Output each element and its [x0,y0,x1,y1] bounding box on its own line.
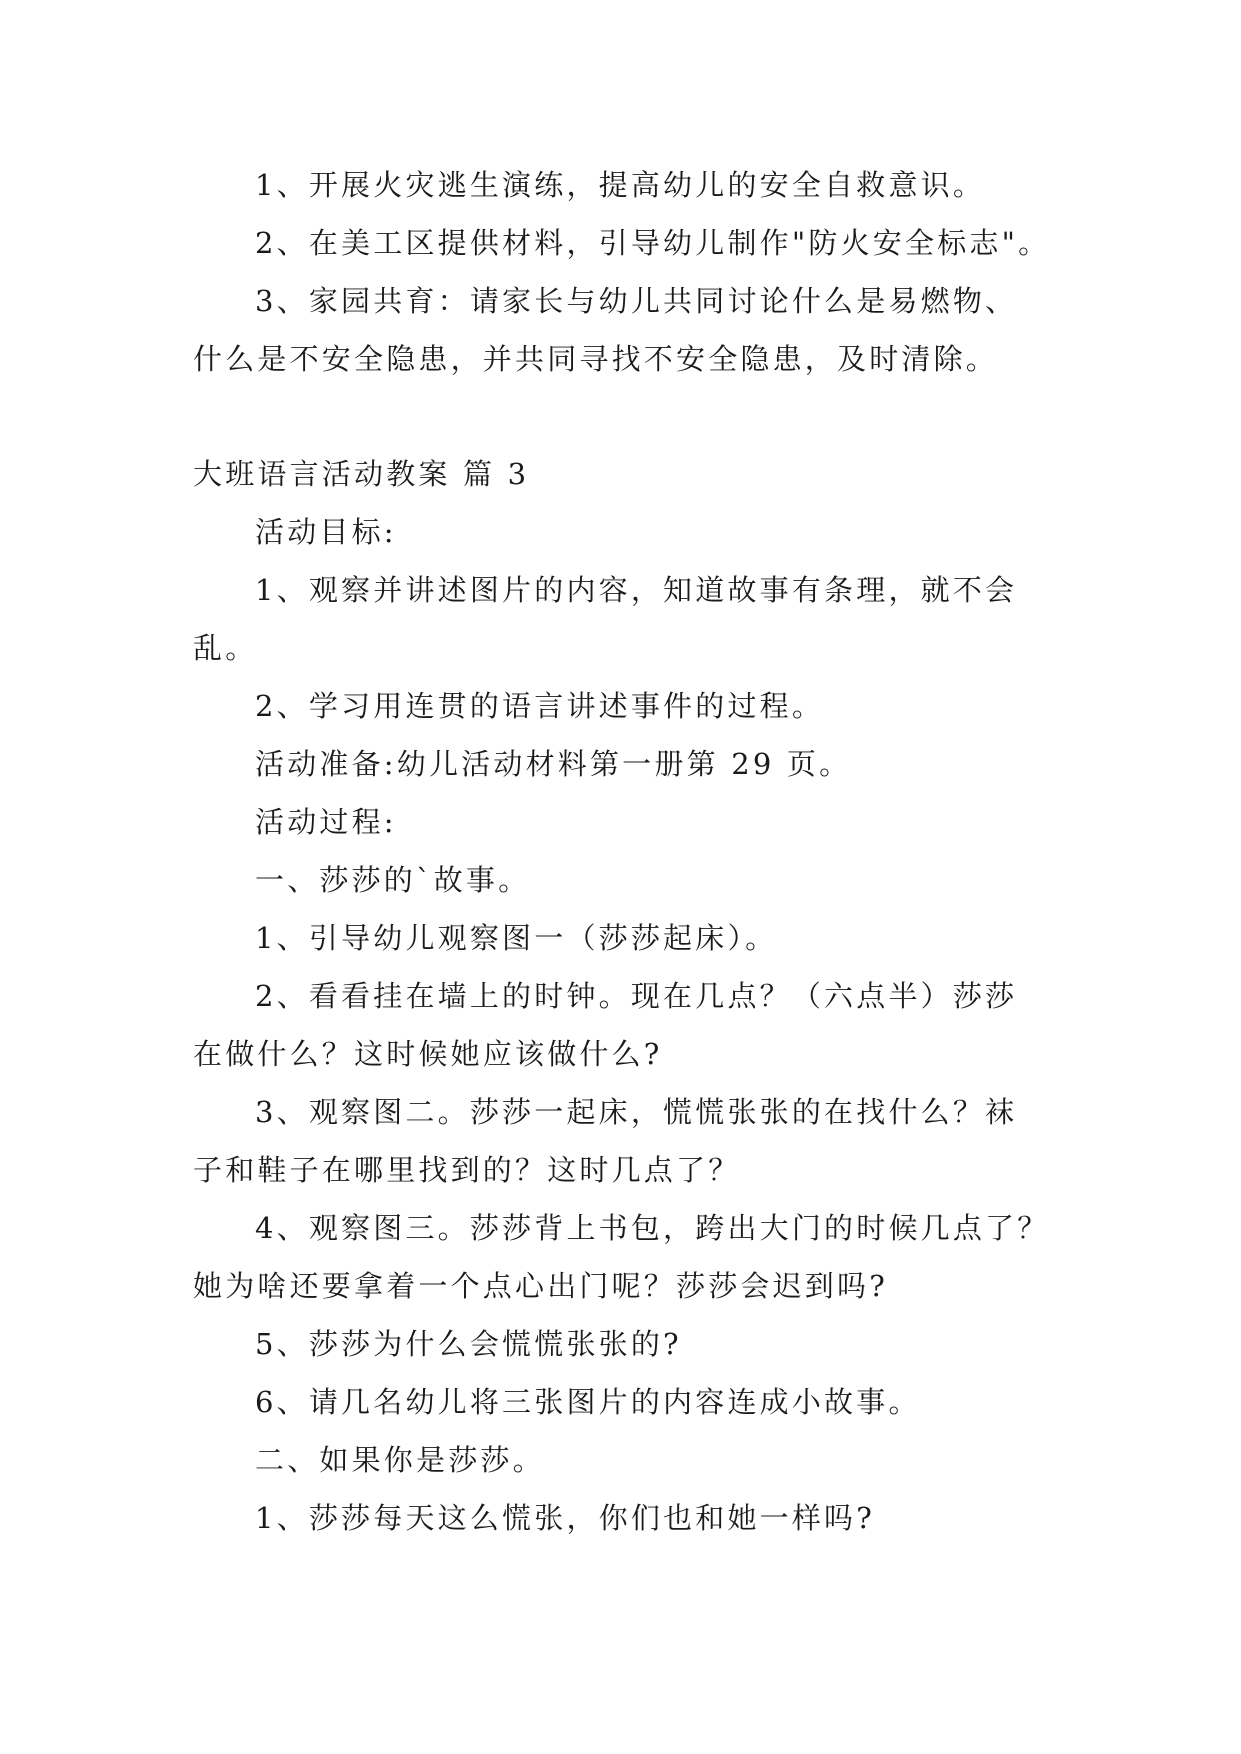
paragraph-line: 1、莎莎每天这么慌张，你们也和她一样吗? [255,1501,875,1535]
paragraph-line: 乱。 [193,631,258,665]
paragraph-line: 3、家园共育：请家长与幼儿共同讨论什么是易燃物、 [255,284,1018,318]
paragraph-line: 活动过程: [255,805,397,839]
paragraph-line: 在做什么？这时候她应该做什么? [193,1037,663,1071]
paragraph-line: 一、莎莎的`故事。 [255,863,531,897]
paragraph-line: 4、观察图三。莎莎背上书包，跨出大门的时候几点了？ [255,1211,1050,1245]
paragraph-line: 2、学习用连贯的语言讲述事件的过程。 [255,689,825,723]
paragraph-line: 1、开展火灾逃生演练，提高幼儿的安全自救意识。 [255,168,986,202]
section-heading: 大班语言活动教案 篇 3 [193,457,530,491]
paragraph-line: 子和鞋子在哪里找到的？这时几点了？ [193,1153,741,1187]
paragraph-line: 1、观察并讲述图片的内容，知道故事有条理，就不会 [255,573,1018,607]
paragraph-line: 活动目标: [255,515,397,549]
paragraph-line: 什么是不安全隐患，并共同寻找不安全隐患，及时清除。 [193,342,999,376]
paragraph-line: 3、观察图二。莎莎一起床，慌慌张张的在找什么？袜 [255,1095,1018,1129]
paragraph-line: 6、请几名幼儿将三张图片的内容连成小故事。 [255,1385,921,1419]
paragraph-line: 2、看看挂在墙上的时钟。现在几点？（六点半）莎莎 [255,979,1018,1013]
paragraph-line: 1、引导幼儿观察图一（莎莎起床）。 [255,921,778,955]
paragraph-line: 2、在美工区提供材料，引导幼儿制作"防火安全标志"。 [255,226,1051,260]
paragraph-line: 她为啥还要拿着一个点心出门呢？莎莎会迟到吗? [193,1269,888,1303]
paragraph-line: 活动准备:幼儿活动材料第一册第 29 页。 [255,747,852,781]
paragraph-line: 5、莎莎为什么会慌慌张张的? [255,1327,682,1361]
paragraph-line: 二、如果你是莎莎。 [255,1443,545,1477]
